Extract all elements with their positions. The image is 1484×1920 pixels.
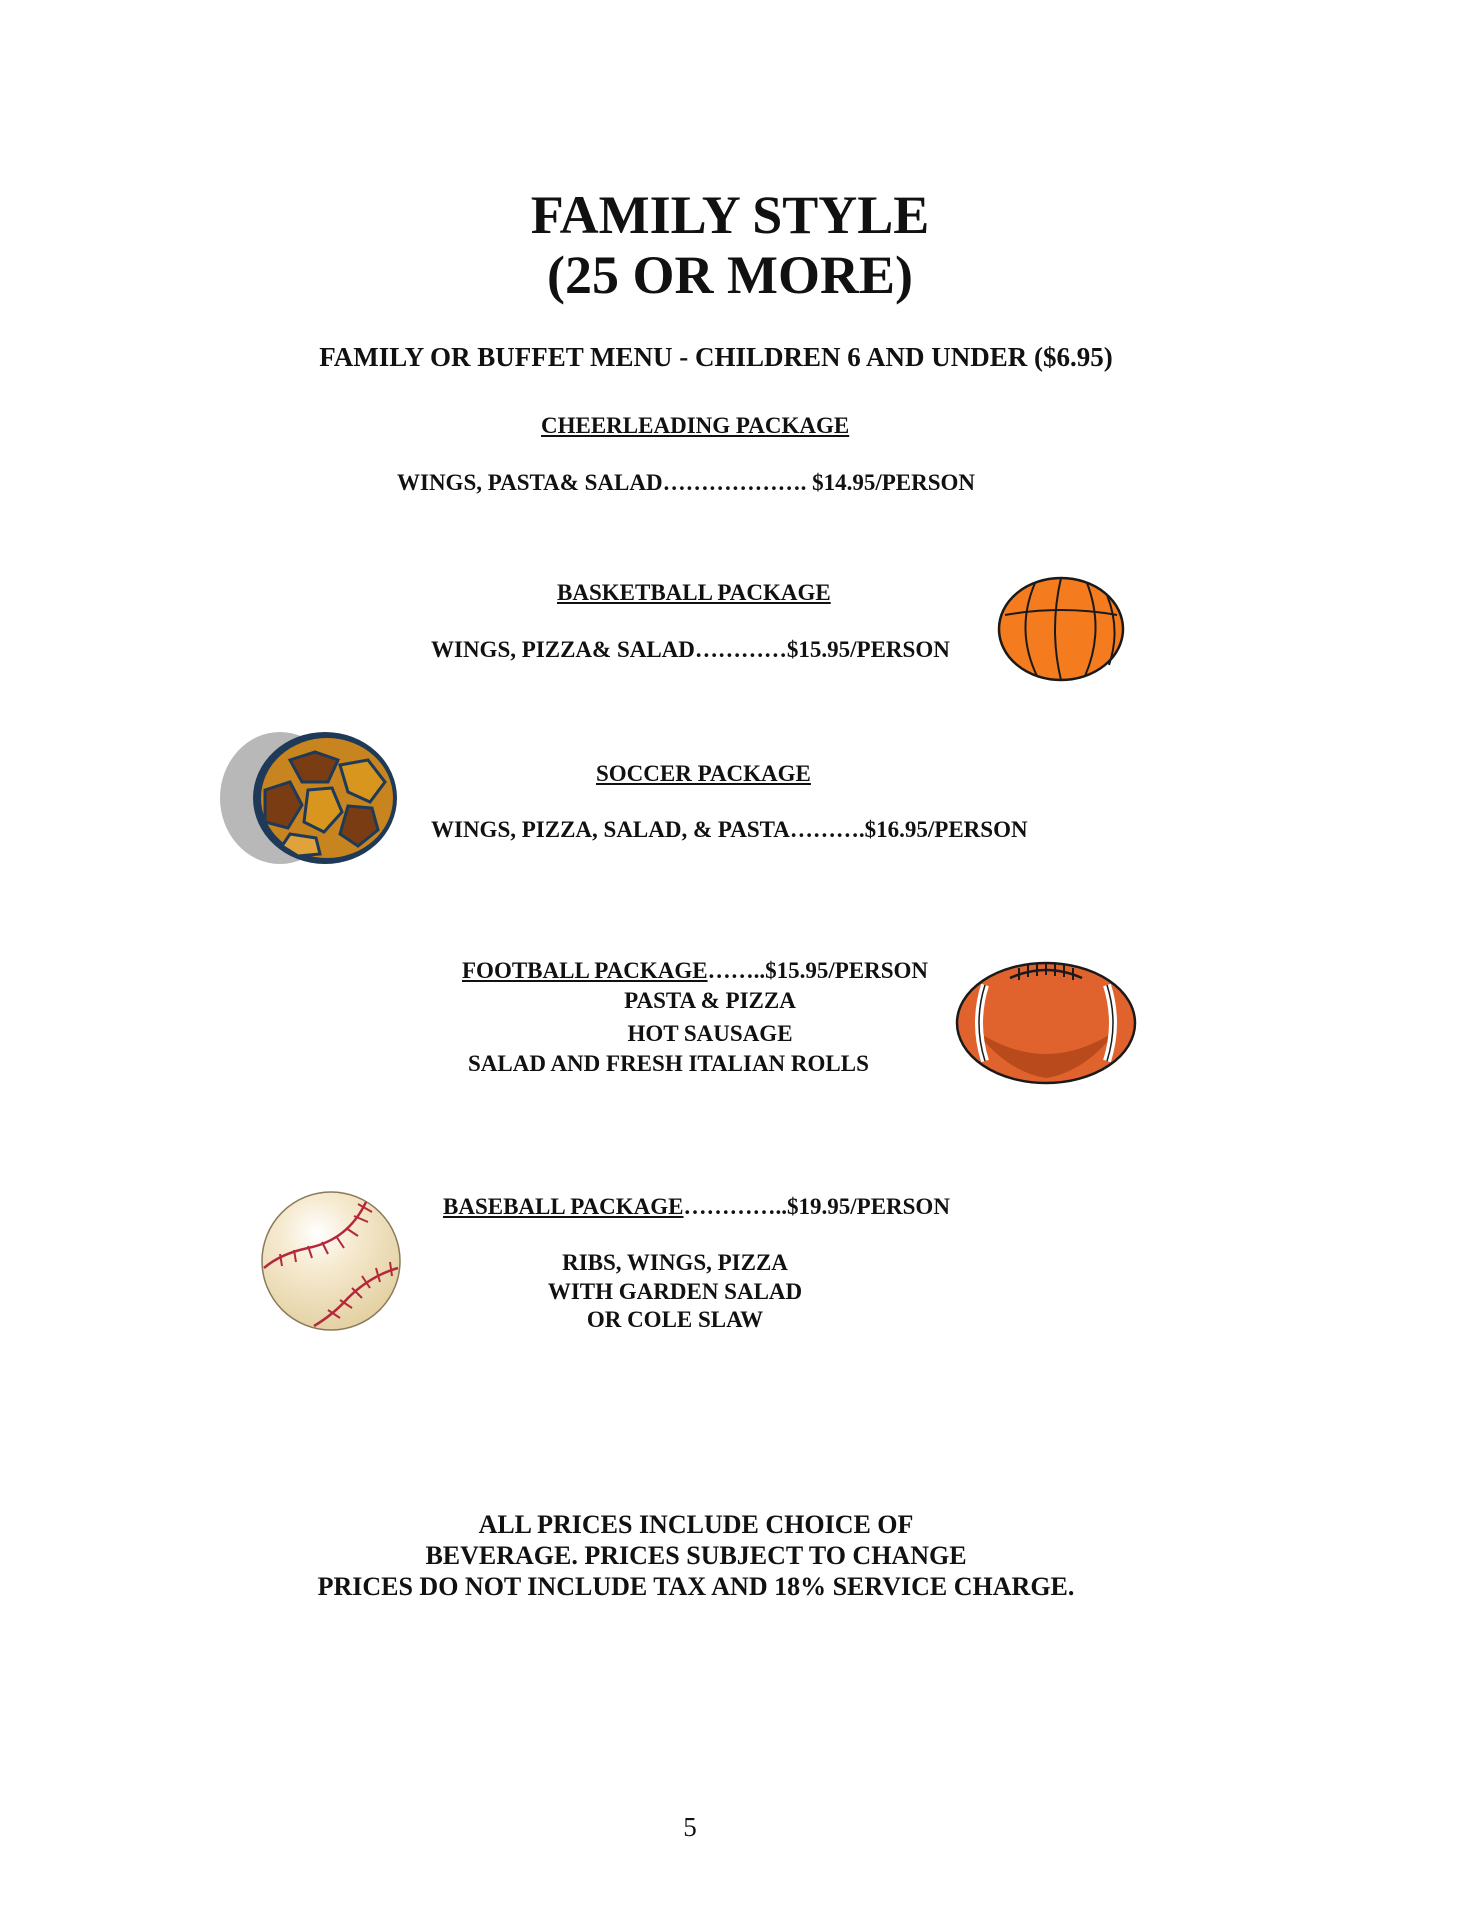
baseball-package-title xyxy=(443,1194,950,1220)
baseball-package-heading: BASEBALL PACKAGE xyxy=(443,1194,684,1219)
pricing-note-3: PRICES DO NOT INCLUDE TAX AND 18% SERVICE CHARGE. xyxy=(317,1572,1075,1601)
title-line-2: (25 OR MORE) xyxy=(547,245,913,305)
title-line-1: FAMILY STYLE xyxy=(530,185,930,245)
baseball-item-1: RIBS, WINGS, PIZZA xyxy=(562,1250,788,1275)
page-title xyxy=(0,185,1460,305)
pricing-note-2: BEVERAGE. PRICES SUBJECT TO CHANGE xyxy=(425,1541,967,1570)
basketball-package-line: WINGS, PIZZA& SALAD…………$15.95/PERSON xyxy=(431,637,950,662)
soccer-package-heading: SOCCER PACKAGE xyxy=(596,761,811,786)
baseball-item-3: OR COLE SLAW xyxy=(586,1307,764,1332)
football-item-1: PASTA & PIZZA xyxy=(624,988,796,1013)
soccer-ball-icon xyxy=(220,730,400,866)
football-package-price: ……..$15.95/PERSON xyxy=(707,958,929,983)
football-item-2: HOT SAUSAGE xyxy=(627,1021,793,1046)
pricing-note-1: ALL PRICES INCLUDE CHOICE OF xyxy=(478,1510,914,1539)
cheerleading-package-heading: CHEERLEADING PACKAGE xyxy=(541,413,850,438)
page-number: 5 xyxy=(683,1812,697,1842)
football-package-title xyxy=(462,958,928,984)
cheerleading-package-line: WINGS, PASTA& SALAD………………. $14.95/PERSON xyxy=(397,470,976,495)
pricing-notes xyxy=(0,1509,1392,1602)
basketball-package-heading: BASKETBALL PACKAGE xyxy=(557,580,831,605)
football-item-3: SALAD AND FRESH ITALIAN ROLLS xyxy=(468,1051,869,1076)
soccer-package-line: WINGS, PIZZA, SALAD, & PASTA……….$16.95/PERSON xyxy=(431,817,1028,842)
baseball-package-price: …………..$19.95/PERSON xyxy=(683,1194,950,1219)
menu-subtitle: FAMILY OR BUFFET MENU - CHILDREN 6 AND UNDER ($6.95) xyxy=(319,342,1113,372)
baseball-item-2: WITH GARDEN SALAD xyxy=(547,1279,803,1304)
football-icon xyxy=(955,960,1137,1086)
basketball-icon xyxy=(995,575,1127,683)
baseball-icon xyxy=(258,1190,404,1332)
football-package-heading: FOOTBALL PACKAGE xyxy=(462,958,708,983)
